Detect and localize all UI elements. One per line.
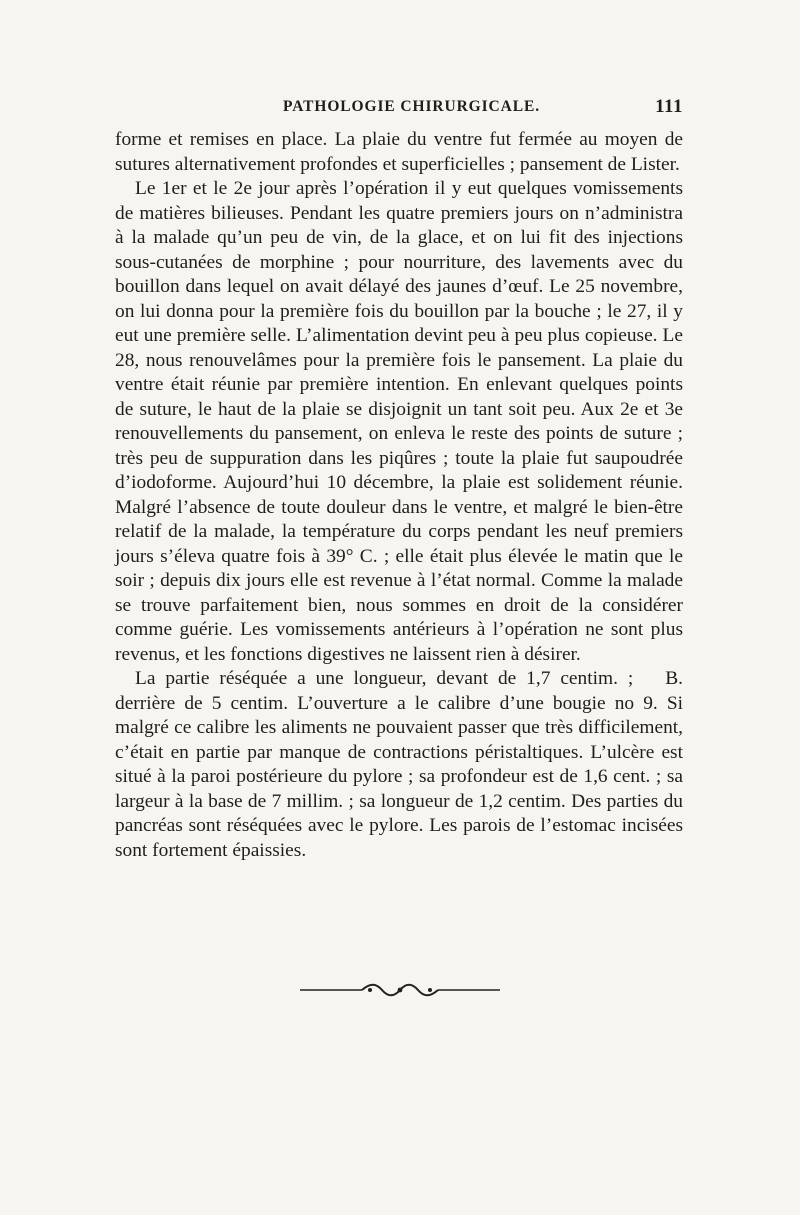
- paragraph-3: [115, 667, 683, 863]
- page-header: [115, 98, 683, 124]
- paragraph-3-text: La partie réséquée a une longueur, devant de 1,7 centim. ; derrière de 5 centim. L’ouverture a le calibre d’une bougie no 9. Si malgré ce calibre les aliments ne pouvaient passer que très difficilement, c’était en partie par manque de contractions péristaltiques. L’ulcère est situé à la paroi postérieure du pylore ; sa profondeur est de 1,6 cent. ; sa largeur à la base de 7 millim. ; sa longueur de 1,2 centim. Des parties du pancréas sont réséquées avec le pylore. Les parois de l’estomac incisées sont fortement épaissies.: [115, 668, 683, 861]
- section-end-ornament: [300, 980, 500, 1000]
- running-head: PATHOLOGIE CHIRURGICALE.: [283, 98, 540, 115]
- paragraph-2: Le 1er et le 2e jour après l’opération il y eut quelques vomissements de matières bilieuses. Pendant les quatre premiers jours on n’administra à la malade qu’un peu de vin, de la glace, et on lui fit des injections sous-cutanées de morphine ; pour nourriture, des lavements avec du bouillon dans lequel on avait délayé des jaunes d’œuf. Le 25 novembre, on lui donna pour la première fois du bouillon par la bouche ; le 27, il y eut une première selle. L’alimentation devint peu à peu plus copieuse. Le 28, nous renouvelâmes pour la première fois le pansement. La plaie du ventre était réunie par première intention. En enlevant quelques points de suture, le haut de la plaie se disjoignit un tant soit peu. Aux 2e et 3e renouvellements du pansement, on enleva le reste des points de suture ; très peu de suppuration dans les piqûres ; toute la plaie fut saupoudrée d’iodoforme. Aujourd’hui 10 décembre, la plaie est solidement réunie. Malgré l’absence de toute douleur dans le ventre, et malgré le bien-être relatif de la malade, la température du corps pendant les neuf premiers jours s’éleva quatre fois à 39° C. ; elle était plus élevée le matin que le soir ; depuis dix jours elle est revenue à l’état normal. Comme la malade se trouve parfaitement bien, nous sommes en droit de la considérer comme guérie. Les vomissements antérieurs à l’opération ne sont plus revenus, et les fonctions digestives ne laissent rien à désirer.: [115, 178, 683, 665]
- page-number: 111: [655, 96, 683, 117]
- ornament-flourish-icon: [300, 980, 500, 1000]
- body-text: [115, 128, 683, 863]
- paragraph-1: forme et remises en place. La plaie du ventre fut fermée au moyen de sutures alternativement profondes et superficielles ; pansement de Lister.: [115, 129, 683, 175]
- author-signature: B.: [665, 668, 683, 689]
